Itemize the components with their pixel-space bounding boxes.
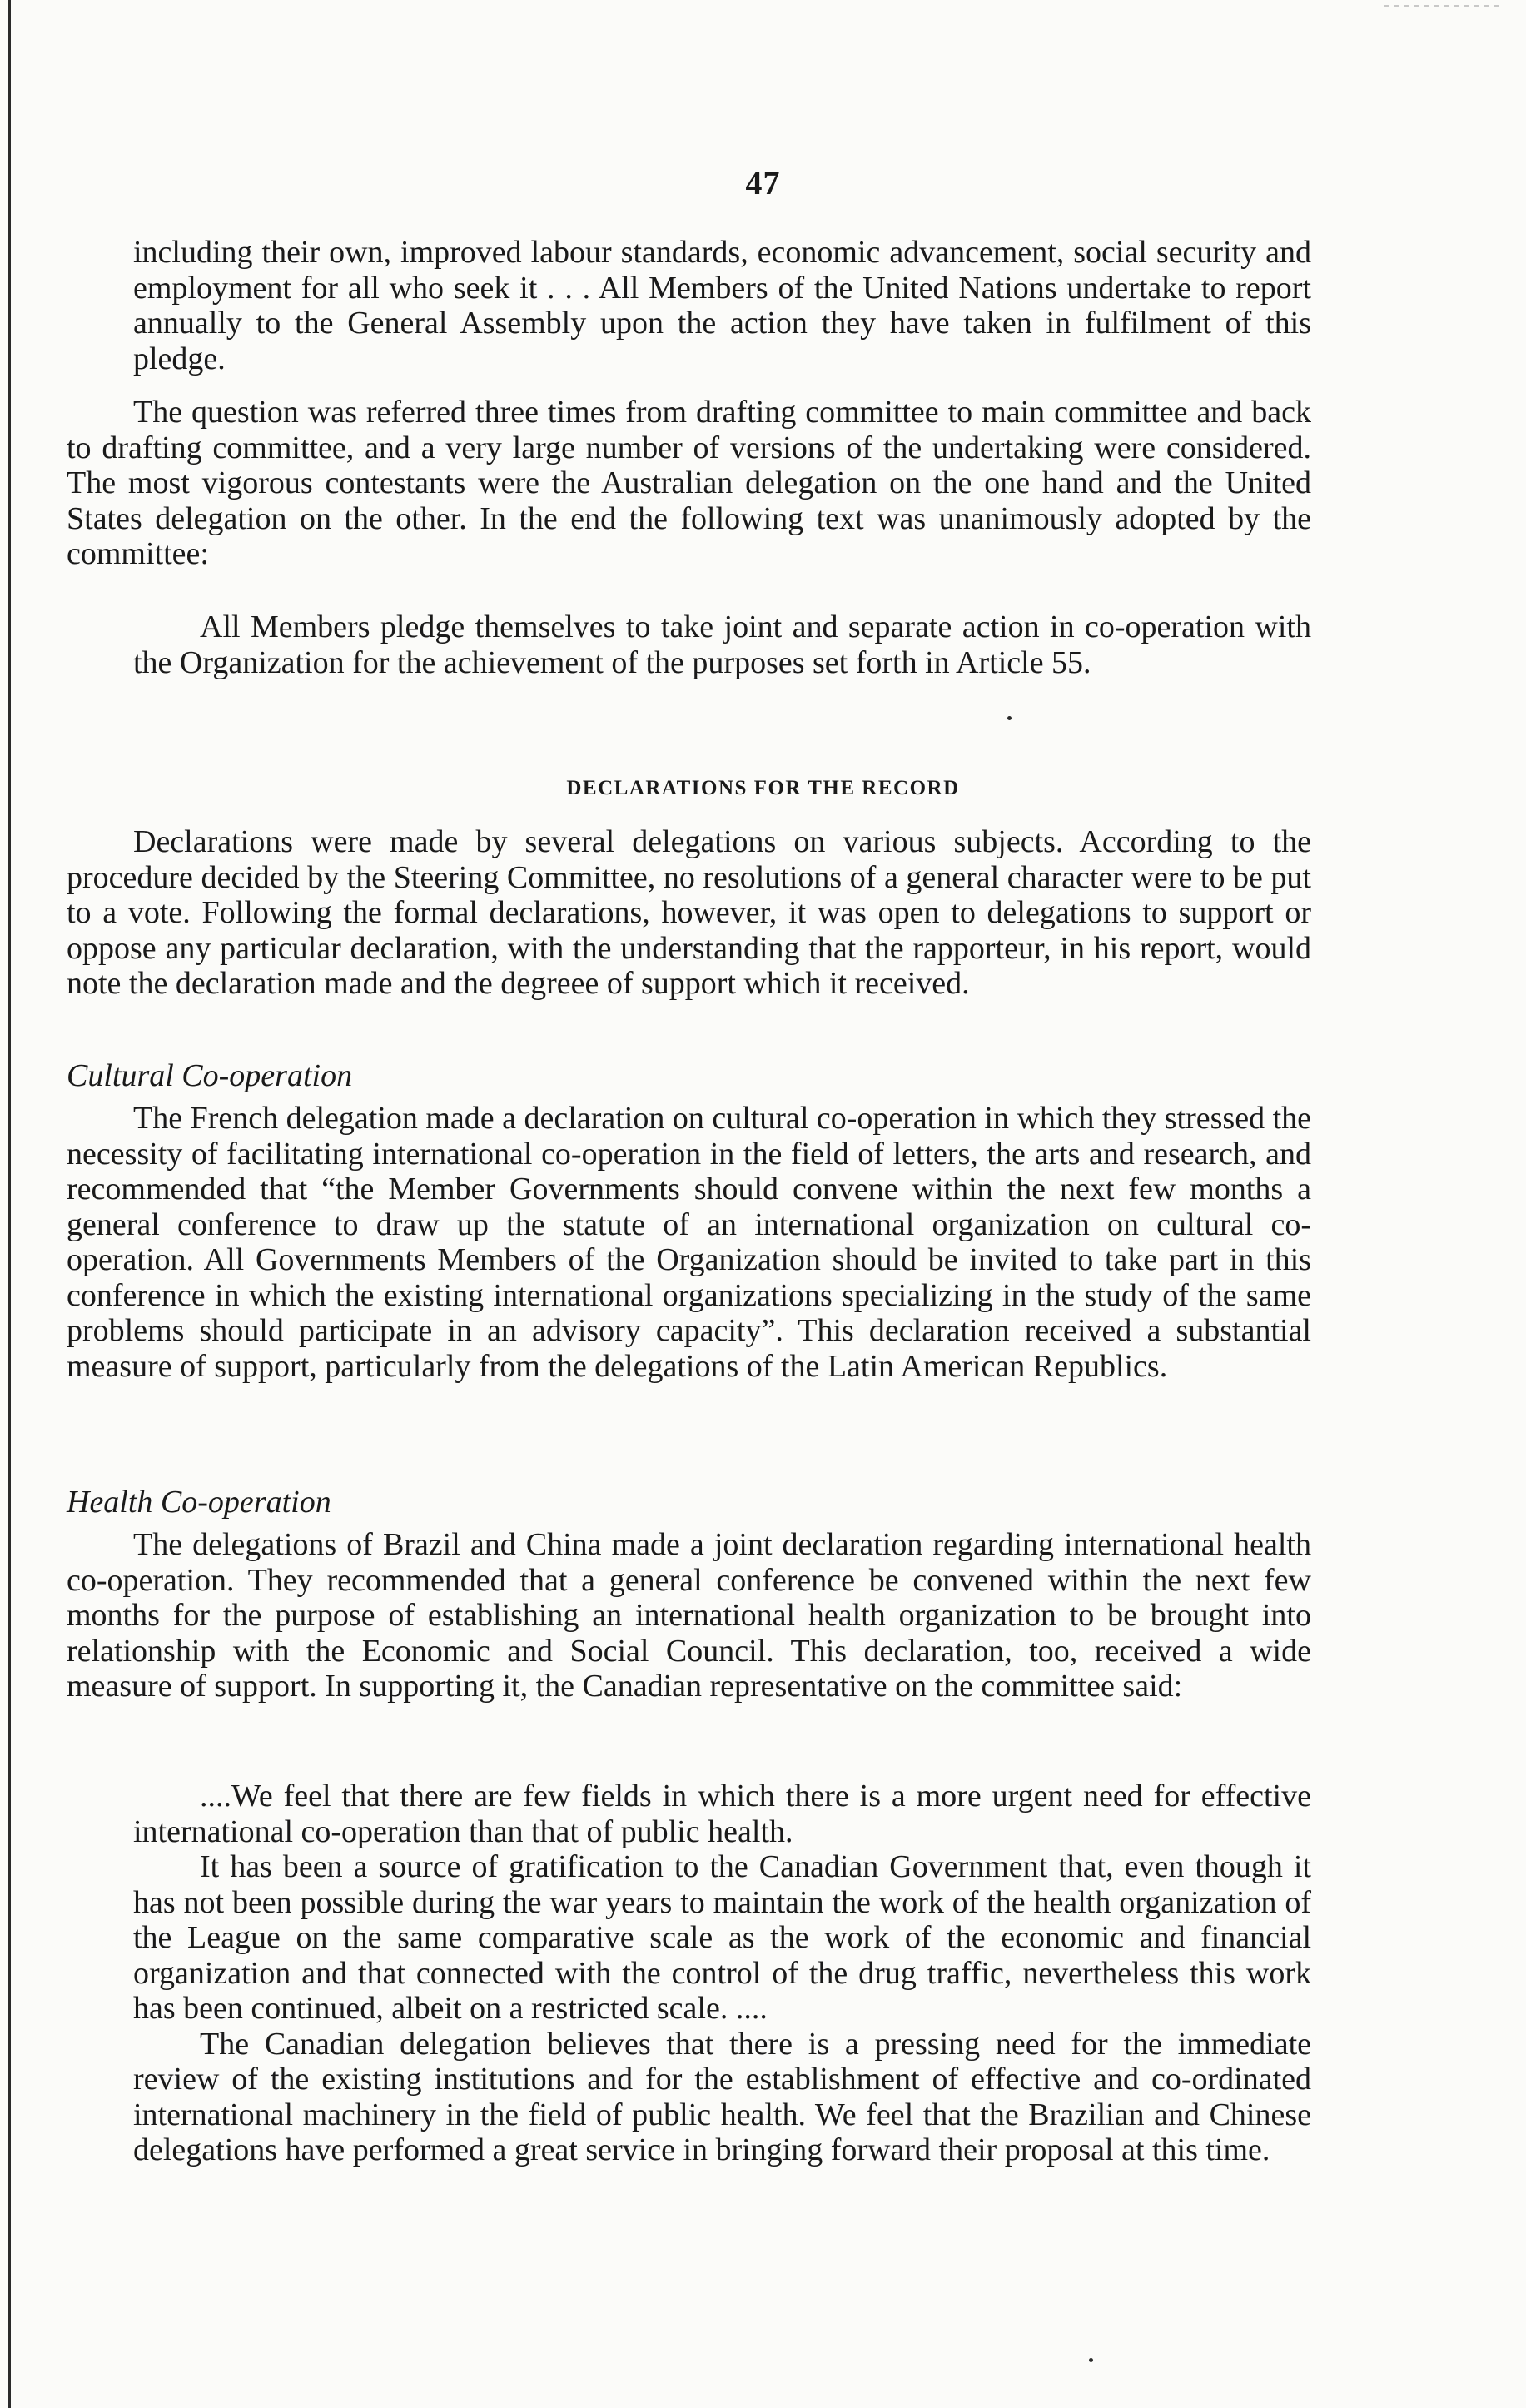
scan-speck [1007, 716, 1012, 720]
page-number: 47 [745, 164, 781, 201]
cultural-paragraph: The French delegation made a declaration on cultural co-operation in which they stressed the necessity of facilitating international co-operation in the field of letters, the arts and research, and recommended that “the Member Governments should convene within the next few months a general conference to draw up the statute of an international organization on cultural co-operation. All Governments Members of the Organization should be invited to take part in this conference in which the existing international organizations specializing in the study of the same problems should participate in an advisory capacity”. This declaration received a substantial measure of support, particularly from the delegations of the Latin American Republics. [67, 1101, 1311, 1384]
scan-speck [1089, 2358, 1093, 2362]
question-paragraph: The question was referred three times from drafting committee to main committee and back to drafting committee, and a very large number of versions of the undertaking were considered. The most vigorous contestants were the Australian delegation on the one hand and the United States delegation on the other. In the end the following text was unanimously adopted by the committee: [67, 395, 1311, 571]
health-paragraph: The delegations of Brazil and China made a joint declaration regarding international health co-operation. They recommended that a general conference be convened within the next few months for the purpose of establishing an international health organization to be brought into relationship with the Economic and Social Council. This declaration, too, received a wide measure of support. In supporting it, the Canadian representative on the committee said: [67, 1527, 1311, 1704]
adopted-text-quote [133, 609, 1311, 680]
canadian-quote-paragraph-1: ....We feel that there are few fields in which there is a more urgent need for effective international co-operation than that of public health. [133, 1779, 1311, 1849]
declarations-block [67, 824, 1311, 1002]
canadian-quote-paragraph-2: It has been a source of gratification to the Canadian Government that, even though it has not been possible during the war years to maintain the work of the health organization of the League on the same comparative scale as the work of the economic and financial organization and that connected with the control of the drug traffic, nevertheless this work has been continued, albeit on a restricted scale. .... [133, 1849, 1311, 2026]
canadian-quote-paragraph-3: The Canadian delegation believes that there is a pressing need for the immediate review of the existing institutions and for the establishment of effective and co-ordinated international machinery in the field of public health. We feel that the Brazilian and Chinese delegations have performed a great service in bringing forward their proposal at this time. [133, 2026, 1311, 2167]
section-heading-declarations: DECLARATIONS FOR THE RECORD [566, 777, 960, 799]
subheading-cultural-cooperation: Cultural Co-operation [67, 1058, 353, 1093]
canadian-quote-block [67, 1779, 1311, 2168]
intro-paragraph: including their own, improved labour standards, economic advancement, social security and employment for all who seek it . . . All Members of the United Nations undertake to report annually to the General Assembly upon the action they have taken in fulfilment of this pledge. [133, 235, 1311, 376]
subheading-health-cooperation: Health Co-operation [67, 1485, 331, 1520]
declarations-paragraph: Declarations were made by several delegations on various subjects. According to the procedure decided by the Steering Committee, no resolutions of a general character were to be put to a vote. Following the formal declarations, however, it was open to delegations to support or oppose any particular declaration, with the understanding that the rapporteur, in his report, would note the declaration made and the degreee of support which it received. [67, 824, 1311, 1001]
binding-edge-line [8, 0, 11, 2408]
health-block [67, 1527, 1311, 1704]
adopted-text-paragraph: All Members pledge themselves to take joint and separate action in co-operation with the Organization for the achievement of the purposes set forth in Article 55. [133, 609, 1311, 680]
scan-artifact-mark [1384, 5, 1501, 7]
cultural-block [67, 1101, 1311, 1384]
intro-quote-block [133, 235, 1311, 376]
question-block [67, 395, 1311, 572]
